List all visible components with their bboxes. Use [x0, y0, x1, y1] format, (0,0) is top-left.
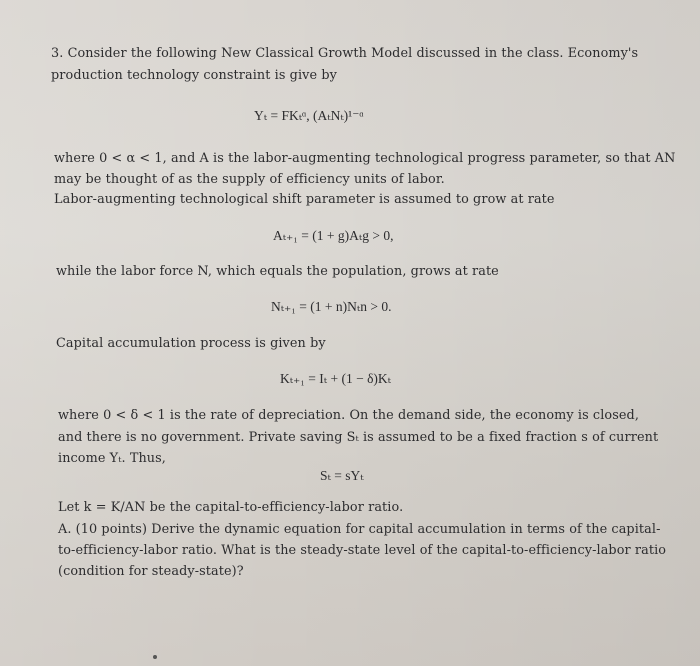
technology-growth-equation: Aₜ₊₁ = (1 + g)Aₜg > 0, [273, 228, 394, 243]
depreciation-line-1: where 0 < δ < 1 is the rate of depreciation. On the demand side, the economy is closed, [58, 408, 639, 423]
part-a-line-1: A. (10 points) Derive the dynamic equation for capital accumulation in terms of the capital- [58, 522, 661, 537]
capital-accumulation-line: Capital accumulation process is given by [56, 336, 326, 351]
part-a-line-2: to-efficiency-labor ratio. What is the steady-state level of the capital-to-efficiency-labor ratio [58, 543, 667, 558]
depreciation-line-2: and there is no government. Private saving Sₜ is assumed to be a fixed fraction s of current [58, 430, 659, 445]
let-k-line: Let k = K/AN be the capital-to-efficiency-labor ratio. [58, 500, 404, 515]
intro-line-2: production technology constraint is give by [51, 68, 337, 83]
labor-force-line: while the labor force N, which equals the population, grows at rate [56, 264, 499, 279]
intro-line-1: 3. Consider the following New Classical Growth Model discussed in the class. Economy's [51, 46, 639, 61]
where-line-1: where 0 < α < 1, and A is the labor-augmenting technological progress parameter, so that AN [54, 151, 676, 166]
saving-equation: Sₜ = sYₜ [320, 468, 364, 483]
where-line-2: may be thought of as the supply of efficiency units of labor. [54, 172, 445, 187]
paper-speck [153, 655, 157, 659]
labor-growth-equation: Nₜ₊₁ = (1 + n)Nₜn > 0. [271, 299, 392, 314]
production-equation: Yₜ = FKₜᵅ, (AₜNₜ)¹⁻ᵅ [254, 108, 364, 123]
where-line-3: Labor-augmenting technological shift parameter is assumed to grow at rate [54, 192, 555, 207]
capital-equation: Kₜ₊₁ = Iₜ + (1 − δ)Kₜ [280, 371, 392, 386]
depreciation-line-3: income Yₜ. Thus, [58, 451, 166, 466]
part-a-line-3: (condition for steady-state)? [58, 564, 244, 579]
